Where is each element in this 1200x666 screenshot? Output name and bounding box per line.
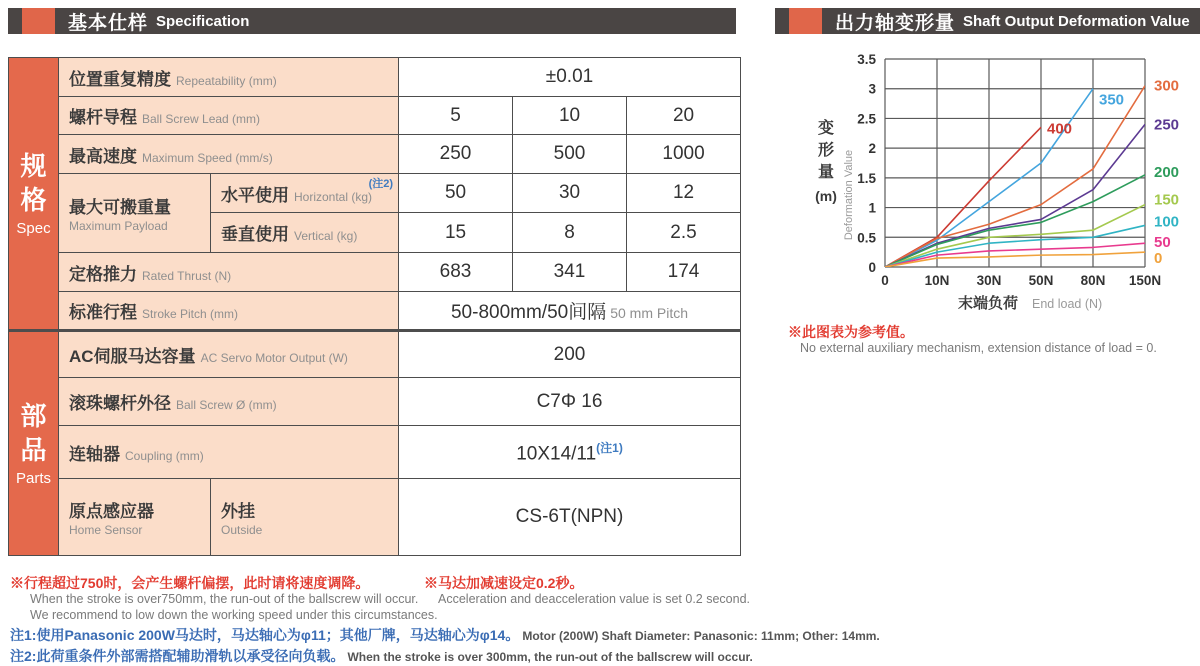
value-horizontal-3: 12 <box>627 174 741 213</box>
table-row <box>9 253 741 292</box>
svg-text:Deformation Value: Deformation Value <box>843 149 855 241</box>
note-accel-en: Acceleration and deacceleration value is set 0.2 second. <box>438 592 750 606</box>
value-motor: 200 <box>399 331 741 378</box>
footnote-ref-1: (注1) <box>596 440 623 455</box>
svg-text:10N: 10N <box>924 273 950 288</box>
value-speed-2: 500 <box>513 135 627 174</box>
table-row <box>9 479 741 556</box>
value-thrust-3: 174 <box>627 253 741 292</box>
row-label-speed: 最高速度 Maximum Speed (mm/s) <box>59 135 399 174</box>
svg-text:1.5: 1.5 <box>857 170 876 186</box>
svg-text:80N: 80N <box>1080 273 1106 288</box>
svg-text:150: 150 <box>1154 191 1180 209</box>
row-label-lead: 螺杆导程 Ball Screw Lead (mm) <box>59 97 399 135</box>
row-label-repeatability: 位置重复精度 Repeatability (mm) <box>59 58 399 97</box>
value-lead-2: 10 <box>513 97 627 135</box>
section-cell-spec <box>9 58 59 331</box>
footnote-1: 注1:使用Panasonic 200W马达时，马达轴心为φ11；其他厂牌，马达轴心为φ14。 Motor (200W) Shaft Diameter: Panasonic: 11mm; Other: 14mm. <box>10 627 880 643</box>
row-label-outside: 外挂 Outside <box>211 479 399 556</box>
svg-text:末端负荷: 末端负荷 <box>958 295 1019 312</box>
svg-text:End load (N): End load (N) <box>1032 297 1103 311</box>
svg-text:2: 2 <box>868 141 876 157</box>
svg-text:3: 3 <box>868 81 876 97</box>
row-label-stroke: 标准行程 Stroke Pitch (mm) <box>59 292 399 331</box>
svg-text:250: 250 <box>1154 116 1180 134</box>
note-stroke-red: ※行程超过750时，会产生螺杆偏摆，此时请将速度调降。 <box>10 575 370 591</box>
value-speed-3: 1000 <box>627 135 741 174</box>
value-vertical-3: 2.5 <box>627 213 741 253</box>
svg-text:2.5: 2.5 <box>857 111 876 127</box>
value-coupling: $10X14/11^{(注1)}$ <box>399 426 741 479</box>
svg-text:1: 1 <box>868 200 876 216</box>
row-label-horizontal: (注2) 水平使用 Horizontal (kg) <box>211 174 399 213</box>
value-lead-1: 5 <box>399 97 513 135</box>
section-label-en: Parts <box>15 470 51 488</box>
row-label-payload: 最大可搬重量 Maximum Payload <box>59 174 211 253</box>
row-label-vertical: 垂直使用 Vertical (kg) <box>211 213 399 253</box>
value-stroke: 50-800mm/50间隔 50 mm Pitch <box>399 292 741 331</box>
section-label-en: Spec <box>16 220 51 238</box>
footnote-2: 注2:此荷重条件外部需搭配辅助滑轨以承受径向负载。 When the stroke is over 300mm, the run-out of the ballscrew will occur. <box>10 648 753 664</box>
row-label-home-sensor: 原点感应器 Home Sensor <box>59 479 211 556</box>
value-horizontal-1: 50 <box>399 174 513 213</box>
svg-text:形: 形 <box>817 142 835 159</box>
header-title-en: Specification <box>156 12 250 30</box>
table-row <box>9 426 741 479</box>
spec-table <box>8 57 741 556</box>
chart-note-en: No external auxiliary mechanism, extension distance of load = 0. <box>800 341 1157 355</box>
note-accel-red: ※马达加减速设定0.2秒。 <box>424 575 584 591</box>
svg-text:变: 变 <box>817 120 835 137</box>
deformation-chart <box>770 45 1200 317</box>
table-row <box>9 331 741 378</box>
value-lead-3: 20 <box>627 97 741 135</box>
svg-text:0: 0 <box>881 273 889 288</box>
table-row <box>9 135 741 174</box>
deformation-chart-svg <box>770 45 1200 317</box>
svg-text:400: 400 <box>1047 120 1073 138</box>
table-row <box>9 378 741 426</box>
table-row <box>9 174 741 213</box>
svg-text:量: 量 <box>817 164 835 181</box>
section-label-zh: 部品 <box>20 400 47 465</box>
svg-text:300: 300 <box>1154 77 1180 95</box>
svg-text:50N: 50N <box>1028 273 1054 288</box>
value-vertical-1: 15 <box>399 213 513 253</box>
table-row <box>9 292 741 331</box>
svg-text:200: 200 <box>1154 163 1180 181</box>
table-row <box>9 97 741 135</box>
row-label-thrust: 定格推力 Rated Thrust (N) <box>59 253 399 292</box>
svg-text:50: 50 <box>1154 234 1171 252</box>
header-title-zh: 基本仕样 <box>68 12 149 34</box>
header-title-en: Shaft Output Deformation Value <box>963 12 1190 30</box>
svg-text:350: 350 <box>1099 91 1125 109</box>
section-header-specification <box>8 8 736 34</box>
note-stroke-en1: When the stroke is over750mm, the run-out of the ballscrew will occur. <box>30 592 419 606</box>
note-stroke-en2: We recommend to low down the working speed under this circumstances. <box>30 608 438 622</box>
value-speed-1: 250 <box>399 135 513 174</box>
row-label-coupling: 连轴器 Coupling (mm) <box>59 426 399 479</box>
section-cell-parts <box>9 331 59 556</box>
value-thrust-1: 683 <box>399 253 513 292</box>
orange-square-icon <box>22 8 55 34</box>
footnote-ref-2: (注2) <box>368 178 394 190</box>
svg-text:100: 100 <box>1154 213 1180 231</box>
svg-text:0.5: 0.5 <box>857 230 876 246</box>
svg-text:30N: 30N <box>976 273 1002 288</box>
orange-square-icon <box>789 8 822 34</box>
svg-text:3.5: 3.5 <box>857 52 876 67</box>
value-vertical-2: 8 <box>513 213 627 253</box>
value-thrust-2: 341 <box>513 253 627 292</box>
value-screw: C7Φ 16 <box>399 378 741 426</box>
section-label-zh: 规格 <box>20 150 47 215</box>
value-repeatability: ±0.01 <box>399 58 741 97</box>
header-title-zh: 出力轴变形量 <box>835 12 956 34</box>
svg-text:0: 0 <box>868 260 876 275</box>
svg-text:(m): (m) <box>815 188 837 204</box>
row-label-screw: 滚珠螺杆外径 Ball Screw Ø (mm) <box>59 378 399 426</box>
value-horizontal-2: 30 <box>513 174 627 213</box>
row-label-motor: AC伺服马达容量 AC Servo Motor Output (W) <box>59 331 399 378</box>
table-row <box>9 58 741 97</box>
svg-text:150N: 150N <box>1128 273 1162 288</box>
svg-text:0: 0 <box>1154 250 1163 268</box>
value-sensor: CS-6T(NPN) <box>399 479 741 556</box>
chart-note-red: ※此图表为参考值。 <box>788 324 914 340</box>
section-header-deformation <box>775 8 1200 34</box>
